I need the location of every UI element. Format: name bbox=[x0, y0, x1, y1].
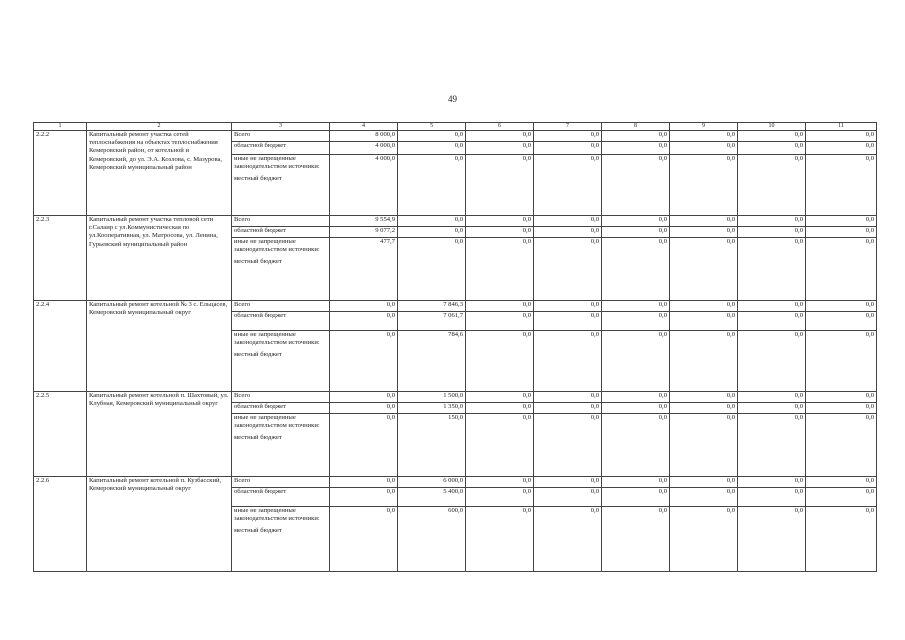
column-header: 3 bbox=[232, 123, 330, 131]
source-regional: областной бюджет bbox=[232, 403, 330, 414]
value-cell: 0,0 bbox=[534, 507, 602, 572]
value-cell: 600,0 bbox=[398, 507, 466, 572]
item-code: 2.2.3 bbox=[34, 216, 87, 301]
source-other bbox=[232, 155, 330, 216]
source-total: Всего bbox=[232, 392, 330, 403]
value-cell: 0,0 bbox=[806, 507, 877, 572]
value-cell: 0,0 bbox=[806, 403, 877, 414]
value-cell: 0,0 bbox=[534, 216, 602, 227]
value-cell: 0,0 bbox=[534, 392, 602, 403]
value-cell: 0,0 bbox=[602, 507, 670, 572]
value-cell: 0,0 bbox=[670, 507, 738, 572]
value-cell: 0,0 bbox=[738, 155, 806, 216]
source-local: местный бюджет bbox=[234, 258, 282, 266]
value-cell: 0,0 bbox=[602, 312, 670, 331]
value-cell: 0,0 bbox=[602, 414, 670, 477]
value-cell: 0,0 bbox=[466, 227, 534, 238]
value-cell: 0,0 bbox=[670, 414, 738, 477]
value-cell: 0,0 bbox=[602, 301, 670, 312]
value-cell: 0,0 bbox=[806, 392, 877, 403]
source-regional: областной бюджет bbox=[232, 227, 330, 238]
value-cell: 0,0 bbox=[398, 155, 466, 216]
value-cell: 9 077,2 bbox=[330, 227, 398, 238]
value-cell: 7 846,3 bbox=[398, 301, 466, 312]
source-other bbox=[232, 238, 330, 301]
value-cell: 0,0 bbox=[330, 507, 398, 572]
value-cell: 4 000,0 bbox=[330, 142, 398, 155]
source-other bbox=[232, 414, 330, 477]
item-code: 2.2.6 bbox=[34, 477, 87, 572]
item-code: 2.2.5 bbox=[34, 392, 87, 477]
value-cell: 0,0 bbox=[806, 331, 877, 392]
value-cell: 0,0 bbox=[806, 227, 877, 238]
value-cell: 0,0 bbox=[534, 414, 602, 477]
value-cell: 0,0 bbox=[602, 488, 670, 507]
value-cell: 0,0 bbox=[466, 488, 534, 507]
value-cell: 0,0 bbox=[398, 216, 466, 227]
value-cell: 9 554,9 bbox=[330, 216, 398, 227]
column-header: 5 bbox=[398, 123, 466, 131]
value-cell: 0,0 bbox=[330, 392, 398, 403]
source-total: Всего bbox=[232, 216, 330, 227]
value-cell: 0,0 bbox=[806, 301, 877, 312]
value-cell: 0,0 bbox=[330, 301, 398, 312]
value-cell: 0,0 bbox=[670, 403, 738, 414]
value-cell: 0,0 bbox=[806, 488, 877, 507]
source-including: иные не запрещенные законодательством источники: bbox=[234, 331, 320, 347]
value-cell: 0,0 bbox=[398, 227, 466, 238]
value-cell: 0,0 bbox=[330, 312, 398, 331]
value-cell: 0,0 bbox=[670, 312, 738, 331]
source-other bbox=[232, 331, 330, 392]
value-cell: 0,0 bbox=[670, 142, 738, 155]
value-cell: 4 000,0 bbox=[330, 155, 398, 216]
header-row bbox=[34, 123, 877, 131]
item-name: Капитальный ремонт котельной № 3 с. Ельцасев, Кемеровский муниципальный округ bbox=[87, 301, 232, 392]
source-total: Всего bbox=[232, 301, 330, 312]
source-including: иные не запрещенные законодательством источники: bbox=[234, 507, 320, 523]
value-cell: 0,0 bbox=[466, 312, 534, 331]
value-cell: 0,0 bbox=[534, 477, 602, 488]
value-cell: 0,0 bbox=[602, 131, 670, 142]
value-cell: 0,0 bbox=[602, 331, 670, 392]
budget-table bbox=[33, 122, 877, 572]
value-cell: 0,0 bbox=[738, 331, 806, 392]
column-header: 4 bbox=[330, 123, 398, 131]
value-cell: 0,0 bbox=[670, 155, 738, 216]
table-row bbox=[34, 131, 877, 142]
column-header: 7 bbox=[534, 123, 602, 131]
source-local: местный бюджет bbox=[234, 527, 282, 535]
value-cell: 0,0 bbox=[602, 216, 670, 227]
table-row bbox=[34, 392, 877, 403]
value-cell: 0,0 bbox=[602, 392, 670, 403]
source-local: местный бюджет bbox=[234, 434, 282, 442]
value-cell: 0,0 bbox=[534, 312, 602, 331]
source-regional: областной бюджет bbox=[232, 312, 330, 331]
source-local: местный бюджет bbox=[234, 175, 282, 183]
source-regional: областной бюджет bbox=[232, 488, 330, 507]
item-name: Капитальный ремонт участка сетей теплоснабжения на объектах теплоснабжения Кемеровский район, от котельной и Кемеровский, до ул. Э.А. Козлова, с. Мазурова, Кемеровский муниципальный район bbox=[87, 131, 232, 216]
column-header: 1 bbox=[34, 123, 87, 131]
value-cell: 0,0 bbox=[806, 414, 877, 477]
table-row bbox=[34, 216, 877, 227]
value-cell: 0,0 bbox=[738, 477, 806, 488]
value-cell: 7 061,7 bbox=[398, 312, 466, 331]
value-cell: 1 500,0 bbox=[398, 392, 466, 403]
value-cell: 0,0 bbox=[466, 131, 534, 142]
value-cell: 0,0 bbox=[670, 331, 738, 392]
value-cell: 0,0 bbox=[738, 392, 806, 403]
source-regional: областной бюджет bbox=[232, 142, 330, 155]
value-cell: 0,0 bbox=[738, 312, 806, 331]
source-total: Всего bbox=[232, 131, 330, 142]
value-cell: 1 350,0 bbox=[398, 403, 466, 414]
column-header: 6 bbox=[466, 123, 534, 131]
column-header: 2 bbox=[87, 123, 232, 131]
value-cell: 0,0 bbox=[398, 131, 466, 142]
value-cell: 0,0 bbox=[806, 216, 877, 227]
item-code: 2.2.4 bbox=[34, 301, 87, 392]
value-cell: 0,0 bbox=[466, 331, 534, 392]
value-cell: 0,0 bbox=[534, 142, 602, 155]
value-cell: 0,0 bbox=[738, 238, 806, 301]
column-header: 8 bbox=[602, 123, 670, 131]
value-cell: 0,0 bbox=[466, 392, 534, 403]
value-cell: 0,0 bbox=[738, 507, 806, 572]
value-cell: 0,0 bbox=[670, 488, 738, 507]
source-including: иные не запрещенные законодательством источники: bbox=[234, 155, 320, 171]
value-cell: 0,0 bbox=[738, 131, 806, 142]
value-cell: 0,0 bbox=[534, 131, 602, 142]
value-cell: 0,0 bbox=[466, 477, 534, 488]
table-row bbox=[34, 477, 877, 488]
value-cell: 0,0 bbox=[534, 331, 602, 392]
source-including: иные не запрещенные законодательством источники: bbox=[234, 238, 320, 254]
column-header: 9 bbox=[670, 123, 738, 131]
value-cell: 0,0 bbox=[466, 216, 534, 227]
value-cell: 0,0 bbox=[738, 403, 806, 414]
source-including: иные не запрещенные законодательством источники: bbox=[234, 414, 320, 430]
value-cell: 0,0 bbox=[670, 238, 738, 301]
value-cell: 5 400,0 bbox=[398, 488, 466, 507]
item-name: Капитальный ремонт котельной п. Кузбасский, Кемеровский муниципальный округ bbox=[87, 477, 232, 572]
value-cell: 0,0 bbox=[534, 155, 602, 216]
source-local: местный бюджет bbox=[234, 351, 282, 359]
value-cell: 150,0 bbox=[398, 414, 466, 477]
value-cell: 0,0 bbox=[670, 392, 738, 403]
value-cell: 0,0 bbox=[466, 142, 534, 155]
value-cell: 0,0 bbox=[602, 403, 670, 414]
value-cell: 0,0 bbox=[534, 238, 602, 301]
value-cell: 0,0 bbox=[670, 477, 738, 488]
value-cell: 0,0 bbox=[330, 477, 398, 488]
value-cell: 0,0 bbox=[738, 414, 806, 477]
value-cell: 0,0 bbox=[466, 301, 534, 312]
table-row bbox=[34, 301, 877, 312]
value-cell: 0,0 bbox=[466, 238, 534, 301]
value-cell: 0,0 bbox=[534, 227, 602, 238]
value-cell: 0,0 bbox=[602, 155, 670, 216]
value-cell: 0,0 bbox=[330, 331, 398, 392]
value-cell: 0,0 bbox=[806, 155, 877, 216]
source-other bbox=[232, 507, 330, 572]
column-header: 10 bbox=[738, 123, 806, 131]
value-cell: 0,0 bbox=[670, 216, 738, 227]
value-cell: 0,0 bbox=[806, 142, 877, 155]
value-cell: 0,0 bbox=[534, 301, 602, 312]
value-cell: 0,0 bbox=[602, 227, 670, 238]
value-cell: 0,0 bbox=[330, 403, 398, 414]
value-cell: 0,0 bbox=[738, 227, 806, 238]
value-cell: 0,0 bbox=[466, 507, 534, 572]
item-code: 2.2.2 bbox=[34, 131, 87, 216]
value-cell: 0,0 bbox=[602, 142, 670, 155]
value-cell: 0,0 bbox=[330, 488, 398, 507]
value-cell: 0,0 bbox=[738, 301, 806, 312]
value-cell: 0,0 bbox=[466, 155, 534, 216]
value-cell: 784,6 bbox=[398, 331, 466, 392]
value-cell: 0,0 bbox=[330, 414, 398, 477]
value-cell: 0,0 bbox=[670, 131, 738, 142]
value-cell: 0,0 bbox=[738, 142, 806, 155]
value-cell: 477,7 bbox=[330, 238, 398, 301]
value-cell: 0,0 bbox=[670, 301, 738, 312]
value-cell: 0,0 bbox=[738, 216, 806, 227]
value-cell: 0,0 bbox=[738, 488, 806, 507]
value-cell: 0,0 bbox=[398, 142, 466, 155]
value-cell: 0,0 bbox=[398, 238, 466, 301]
value-cell: 8 000,0 bbox=[330, 131, 398, 142]
value-cell: 0,0 bbox=[806, 477, 877, 488]
column-header: 11 bbox=[806, 123, 877, 131]
value-cell: 0,0 bbox=[670, 227, 738, 238]
item-name: Капитальный ремонт котельной п. Шахтовый, ул. Клубная, Кемеровский муниципальный округ bbox=[87, 392, 232, 477]
page-number: 49 bbox=[448, 94, 457, 104]
value-cell: 0,0 bbox=[534, 403, 602, 414]
value-cell: 0,0 bbox=[806, 238, 877, 301]
value-cell: 0,0 bbox=[602, 238, 670, 301]
value-cell: 0,0 bbox=[806, 131, 877, 142]
value-cell: 0,0 bbox=[466, 414, 534, 477]
value-cell: 0,0 bbox=[602, 477, 670, 488]
value-cell: 0,0 bbox=[806, 312, 877, 331]
value-cell: 6 000,0 bbox=[398, 477, 466, 488]
value-cell: 0,0 bbox=[534, 488, 602, 507]
item-name: Капитальный ремонт участка тепловой сети г.Салаир с ул.Коммунистическая по ул.Кооперативная, ул. Матросова, ул. Ленина, Гурьевский муниципальный район bbox=[87, 216, 232, 301]
value-cell: 0,0 bbox=[466, 403, 534, 414]
source-total: Всего bbox=[232, 477, 330, 488]
